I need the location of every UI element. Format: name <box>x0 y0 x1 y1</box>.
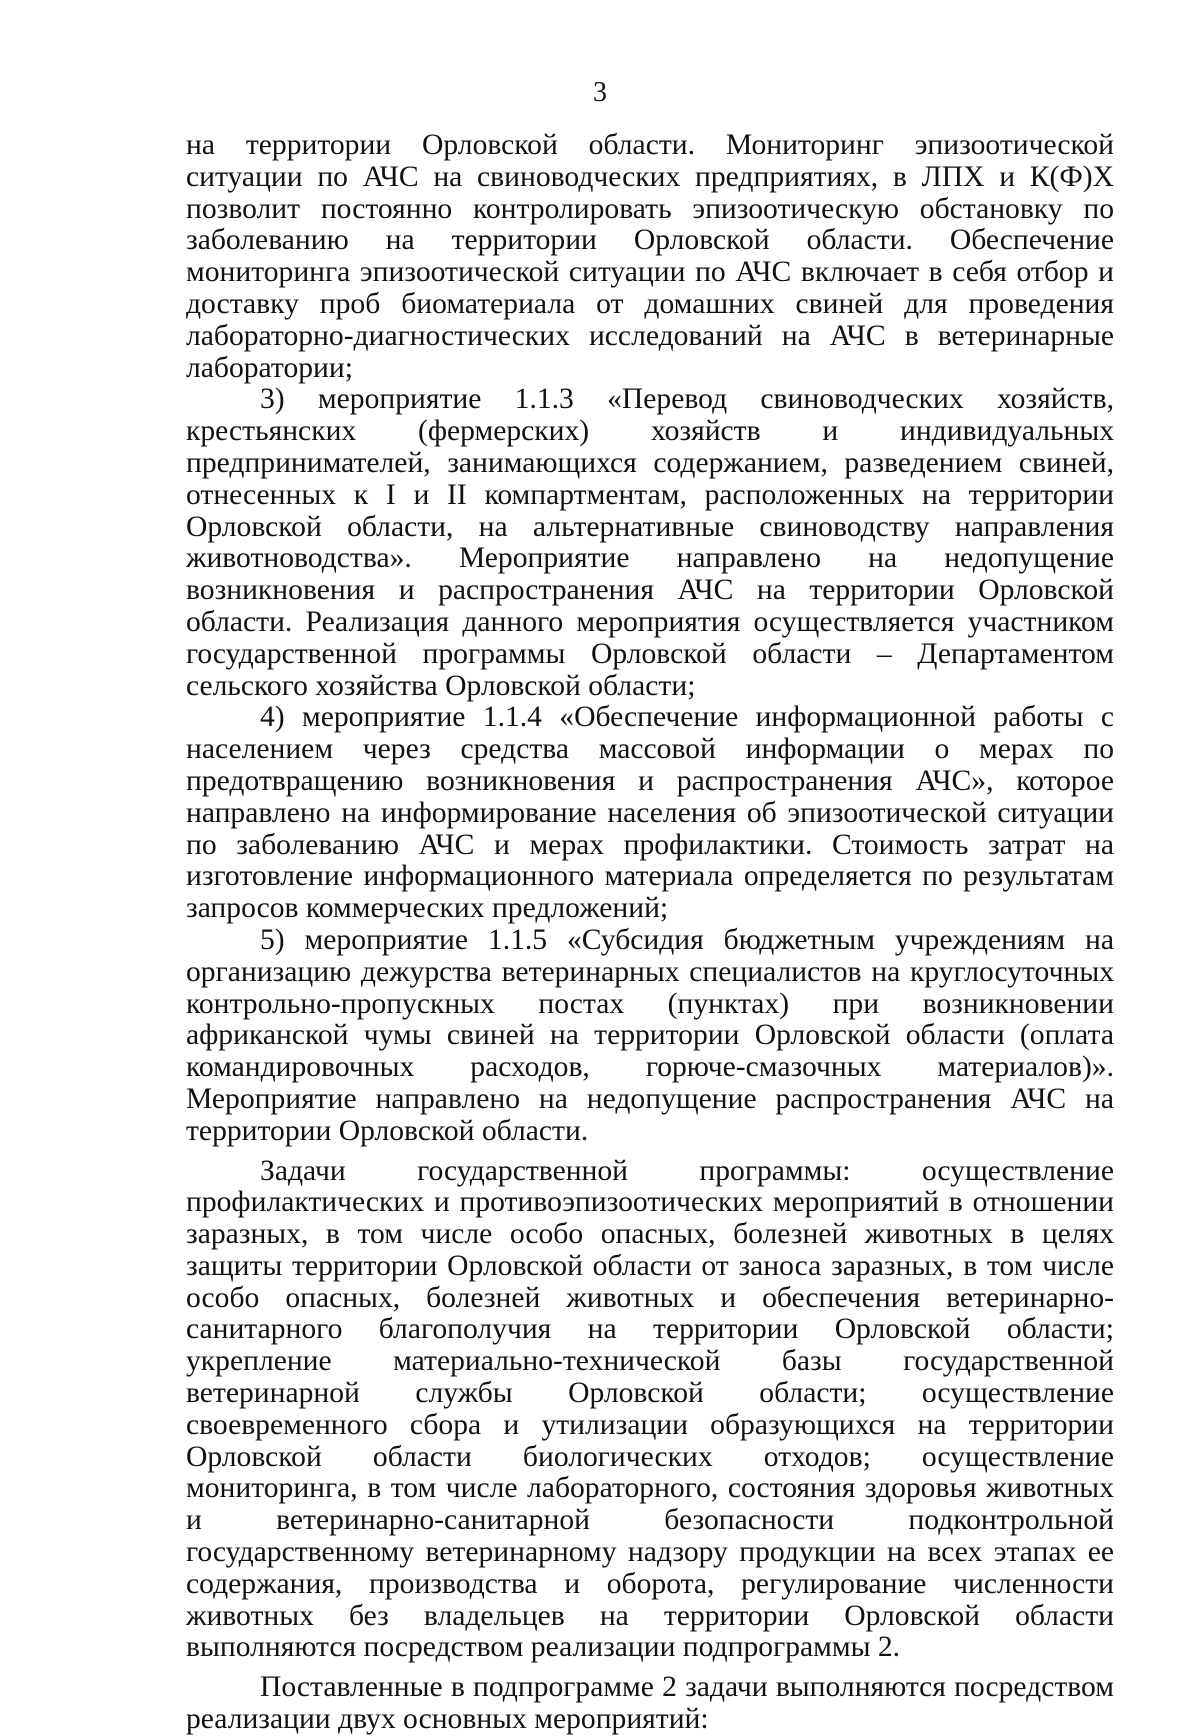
paragraph-measure-1-1-3: 3) мероприятие 1.1.3 «Перевод свиноводческих хозяйств, крестьянских (фермерских) хозяйств и индивидуальных предпринимателей, занимающихся содержанием, разведением свиней, отнесенных к I и II компартментам, расположенных на территории Орловской области, на альтернативные свиноводству направления животноводства». Мероприятие направлено на недопущение возникновения и распространения АЧС на территории Орловской области. Реализация данного мероприятия осуществляется участником государственной программы Орловской области – Департаментом сельского хозяйства Орловской области; <box>186 383 1114 702</box>
paragraph-measure-1-1-4: 4) мероприятие 1.1.4 «Обеспечение информационной работы с населением через средства массовой информации о мерах по предотвращению возникновения и распространения АЧС», которое направлено на информирование населения об эпизоотической ситуации по заболеванию АЧС и мерах профилактики. Стоимость затрат на изготовление информационного материала определяется по результатам запросов коммерческих предложений; <box>186 701 1114 925</box>
paragraph-measure-1-1-5: 5) мероприятие 1.1.5 «Субсидия бюджетным учреждениям на организацию дежурства ветеринарных специалистов на круглосуточных контрольно-пропускных постах (пунктах) при возникновении африканской чумы свиней на территории Орловской области (оплата командировочных расходов, горюче-смазочных материалов)». Мероприятие направлено на недопущение распространения АЧС на территории Орловской области. <box>186 923 1114 1147</box>
page-number: 3 <box>593 77 607 108</box>
paragraph-subprogram-2: Поставленные в подпрограмме 2 задачи выполняются посредством реализации двух основных мероприятий: <box>186 1671 1114 1736</box>
body-text <box>186 130 1114 1736</box>
paragraph-program-tasks: Задачи государственной программы: осуществление профилактических и противоэпизоотических мероприятий в отношении заразных, в том числе особо опасных, болезней животных в целях защиты территории Орловской области от заноса заразных, в том числе особо опасных, болезней животных и обеспечения ветеринарно-санитарного благополучия на территории Орловской области; укрепление материально-технической базы государственной ветеринарной службы Орловской области; осуществление своевременного сбора и утилизации образующихся на территории Орловской области биологических отходов; осуществление мониторинга, в том числе лабораторного, состояния здоровья животных и ветеринарно-санитарной безопасности подконтрольной государственному ветеринарному надзору продукции на всех этапах ее содержания, производства и оборота, регулирование численности животных без владельцев на территории Орловской области выполняются посредством реализации подпрограммы 2. <box>186 1154 1114 1664</box>
paragraph-continuation: на территории Орловской области. Мониторинг эпизоотической ситуации по АЧС на свиноводческих предприятиях, в ЛПХ и К(Ф)Х позволит постоянно контролировать эпизоотическую обстановку по заболеванию на территории Орловской области. Обеспечение мониторинга эпизоотической ситуации по АЧС включает в себя отбор и доставку проб биоматериала от домашних свиней для проведения лабораторно-диагностических исследований на АЧС в ветеринарные лаборатории; <box>186 129 1114 384</box>
